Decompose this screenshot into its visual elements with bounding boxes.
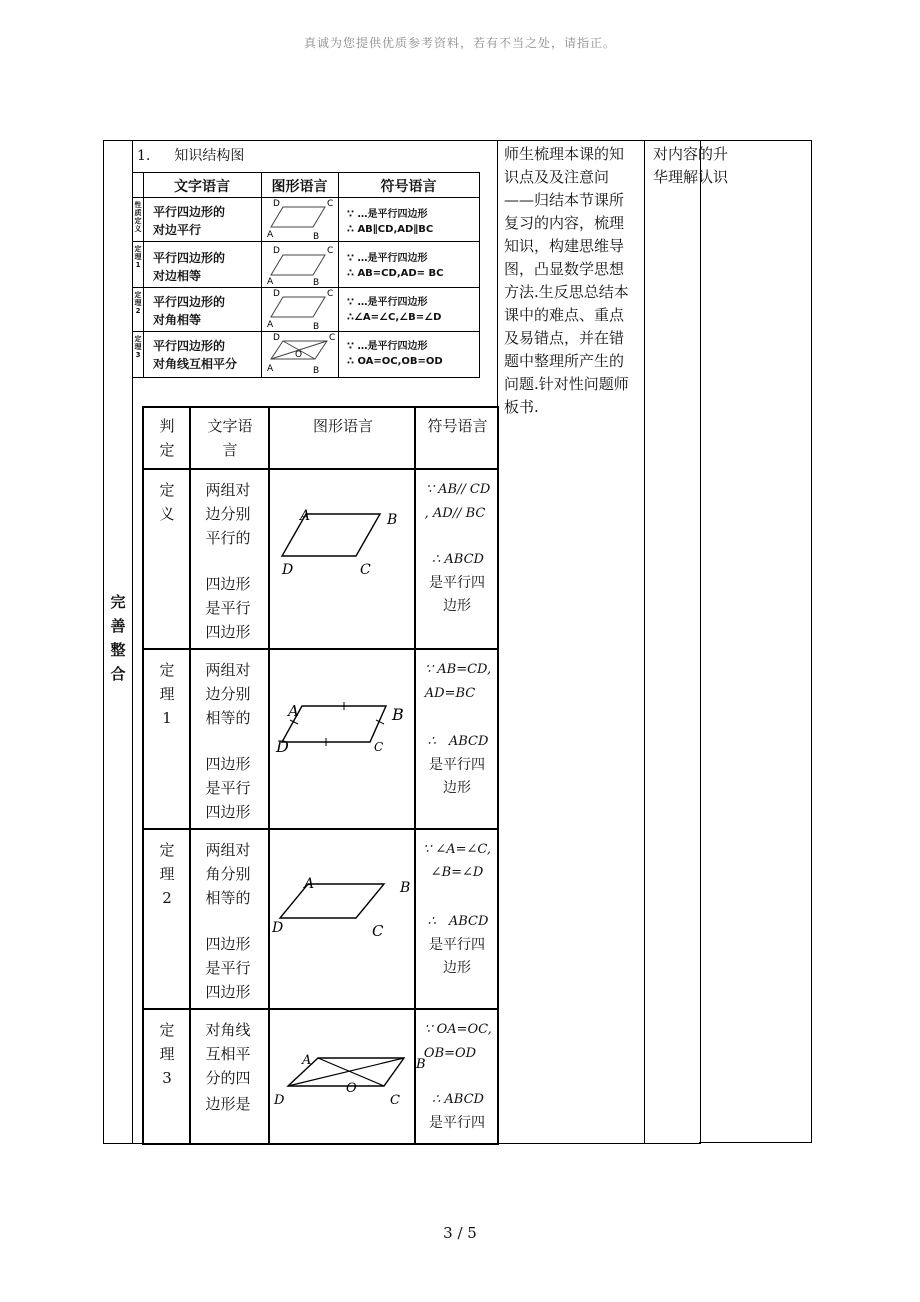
row-text: 平行四边形的 对角线互相平分 bbox=[153, 339, 238, 371]
header-symbol: 符号语言 bbox=[380, 179, 437, 195]
header-text: 文字语言 bbox=[174, 179, 230, 195]
teacher-activity-text: 师生梳理本课的知识点及及注意问——归结本节课所复习的内容，梳理知识，构建思维导图，凸显数学思想方法.生反思总结本课中的难点、重点及易错点，并在错题中整理所产生的问题.针对性问题师板书. bbox=[504, 145, 629, 416]
section-label: 完善整合 bbox=[110, 593, 126, 683]
row-symbol-a: ∵ ∠A=∠C, ∠B=∠D bbox=[422, 842, 492, 880]
row-text: 平行四边形的 对边平行 bbox=[153, 205, 226, 237]
svg-text:A: A bbox=[302, 1053, 312, 1068]
svg-text:D: D bbox=[274, 1093, 285, 1108]
svg-text:A: A bbox=[267, 320, 274, 330]
svg-text:B: B bbox=[313, 232, 320, 242]
svg-text:B: B bbox=[392, 705, 404, 724]
svg-text:A: A bbox=[300, 508, 311, 524]
header-symbol: 符号语言 bbox=[427, 417, 488, 435]
parallelogram-diagonals-figure bbox=[261, 331, 338, 377]
parallelogram-figure bbox=[272, 830, 412, 1006]
row-symbol-a: ∵ AB=CD, bbox=[424, 662, 492, 677]
svg-text:O: O bbox=[346, 1081, 357, 1096]
svg-text:D: D bbox=[273, 289, 280, 299]
svg-text:A: A bbox=[267, 230, 274, 240]
row-symbol-b: , AD// BC bbox=[424, 506, 486, 521]
row-text: 平行四边形的 对角相等 bbox=[153, 295, 226, 327]
row-text-b: 四边形是平行四边形 bbox=[205, 755, 251, 821]
row-text-a: 对角线互相平分的四 bbox=[205, 1021, 251, 1087]
svg-text:D: D bbox=[273, 246, 280, 256]
row-tag: 定理2 bbox=[134, 291, 142, 315]
header-text: 文字语言 bbox=[207, 417, 253, 459]
row-symbol-c: ∴ ABCD bbox=[432, 552, 484, 567]
row-symbol-c: ∴ ABCD bbox=[432, 1092, 484, 1107]
row-text: 平行四边形的 对边相等 bbox=[153, 251, 226, 283]
svg-text:C: C bbox=[327, 289, 334, 299]
row-text-a: 两组对角分别相等的 bbox=[205, 841, 251, 907]
row-symbol-b: OB=OD bbox=[423, 1046, 477, 1061]
parallelogram-figure bbox=[272, 470, 412, 646]
svg-text:C: C bbox=[390, 1093, 400, 1108]
svg-text:B: B bbox=[416, 1057, 426, 1072]
svg-text:D: D bbox=[272, 920, 284, 936]
row-text-b: 四边形是平行四边形 bbox=[205, 935, 251, 1001]
row-symbol-d: 是平行四边形 bbox=[429, 937, 485, 976]
row-type: 定理2 bbox=[159, 841, 175, 907]
page-number: 3 / 5 bbox=[443, 1224, 477, 1242]
parallelogram-figure bbox=[261, 241, 338, 287]
svg-text:C: C bbox=[327, 246, 334, 256]
svg-text:A: A bbox=[267, 277, 274, 287]
purpose-text: 对内容的升华理解认识 bbox=[653, 145, 729, 186]
svg-text:B: B bbox=[387, 512, 398, 528]
row-symbol-d: 是平行四边形 bbox=[429, 575, 485, 614]
svg-text:A: A bbox=[304, 876, 315, 892]
svg-text:A: A bbox=[267, 364, 274, 374]
row-tag: 性质定义 bbox=[134, 201, 142, 233]
svg-text:O: O bbox=[295, 350, 303, 360]
divider bbox=[644, 140, 645, 1143]
svg-text:B: B bbox=[313, 278, 320, 288]
header-judgement: 判定 bbox=[159, 417, 175, 459]
row-symbol: ∵ …是平行四边形 ∴ OA=OC,OB=OD bbox=[347, 341, 443, 367]
row-tag: 定理3 bbox=[134, 335, 142, 359]
row-symbol-d: 是平行四 bbox=[429, 1115, 485, 1131]
row-text-a: 两组对边分别平行的 bbox=[205, 481, 251, 547]
row-type: 定义 bbox=[159, 481, 175, 523]
row-text-b: 边形是 bbox=[205, 1095, 251, 1113]
header-figure: 图形语言 bbox=[312, 417, 373, 435]
row-text-a: 两组对边分别相等的 bbox=[205, 661, 251, 727]
row-symbol: ∵ …是平行四边形 ∴ AB=CD,AD= BC bbox=[347, 253, 444, 279]
row-symbol: ∵ …是平行四边形 ∴ AB∥CD,AD∥BC bbox=[347, 209, 434, 235]
row-symbol-d: 是平行四边形 bbox=[429, 757, 485, 796]
row-symbol: ∵ …是平行四边形 ∴∠A=∠C,∠B=∠D bbox=[347, 297, 442, 323]
row-type: 定理1 bbox=[159, 661, 175, 727]
row-symbol-b: AD=BC bbox=[424, 686, 476, 701]
parallelogram-figure bbox=[261, 287, 338, 331]
svg-text:C: C bbox=[360, 562, 371, 578]
row-symbol-c: ∴ ABCD bbox=[427, 914, 489, 929]
section-heading: 1. 知识结构图 bbox=[137, 148, 245, 164]
svg-text:A: A bbox=[288, 702, 299, 720]
svg-text:D: D bbox=[273, 199, 280, 209]
row-symbol-a: ∵ AB// CD bbox=[425, 482, 491, 497]
row-symbol-a: ∵ OA=OC, bbox=[424, 1022, 492, 1037]
row-symbol-c: ∴ ABCD bbox=[427, 734, 489, 749]
svg-text:C: C bbox=[372, 922, 384, 940]
svg-text:B: B bbox=[313, 366, 320, 376]
divider bbox=[811, 140, 812, 1143]
svg-text:D: D bbox=[276, 737, 289, 756]
svg-text:B: B bbox=[313, 322, 320, 332]
criteria-table bbox=[142, 406, 499, 1145]
svg-text:C: C bbox=[329, 333, 336, 343]
parallelogram-diagonals-figure bbox=[272, 1010, 426, 1140]
row-text-b: 四边形是平行四边形 bbox=[205, 575, 251, 641]
watermark: 真诚为您提供优质参考资料，若有不当之处，请指正。 bbox=[303, 36, 616, 50]
parallelogram-figure bbox=[261, 197, 338, 241]
svg-text:C: C bbox=[327, 199, 334, 209]
svg-text:C: C bbox=[374, 740, 384, 754]
svg-text:B: B bbox=[400, 880, 411, 896]
knowledge-structure-table bbox=[132, 172, 480, 378]
row-type: 定理3 bbox=[159, 1021, 175, 1087]
header-figure: 图形语言 bbox=[271, 179, 328, 195]
parallelogram-equal-sides-figure bbox=[272, 650, 412, 826]
svg-text:D: D bbox=[282, 562, 294, 578]
svg-text:D: D bbox=[273, 333, 280, 343]
row-tag: 定理1 bbox=[134, 245, 142, 269]
